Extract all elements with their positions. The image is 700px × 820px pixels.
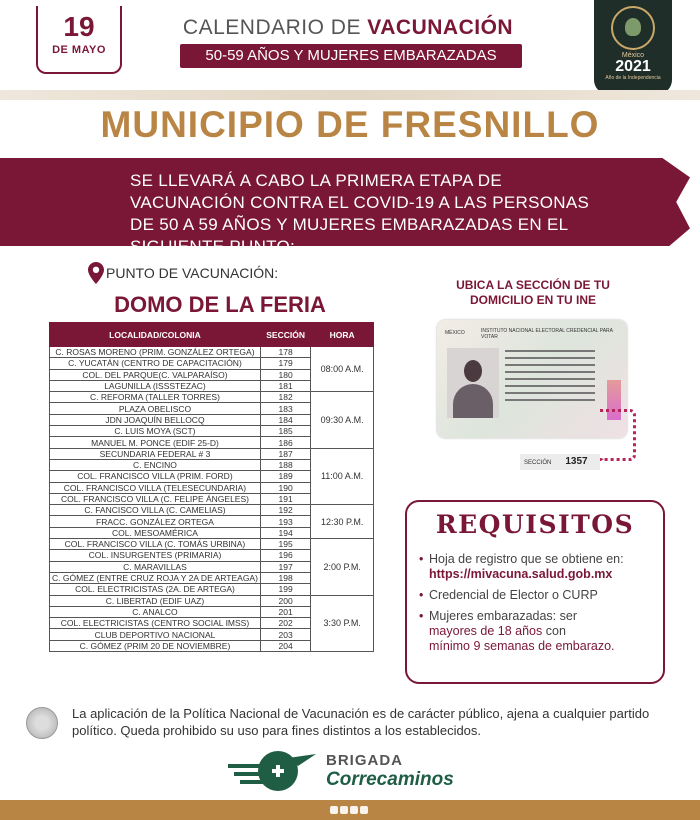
ine-card-head: INSTITUTO NACIONAL ELECTORAL CREDENCIAL PARA VOTAR xyxy=(481,328,613,340)
date-day: 19 xyxy=(63,11,95,42)
localidad-cell: C. GÓMEZ (ENTRE CRUZ ROJA Y 2A DE ARTEAGA) xyxy=(50,572,261,583)
header-title-bold: VACUNACIÓN xyxy=(367,16,514,39)
punto-label: PUNTO DE VACUNACIÓN: xyxy=(106,265,279,281)
mivacuna-link[interactable]: https://mivacuna.salud.gob.mx xyxy=(429,567,613,581)
localidad-cell: FRACC. GONZÁLEZ ORTEGA xyxy=(50,516,261,527)
req-item-3c: con xyxy=(542,624,566,638)
col-localidad: LOCALIDAD/COLONIA xyxy=(50,323,261,347)
seccion-cell: 182 xyxy=(260,392,310,403)
localidad-cell: C. MARAVILLAS xyxy=(50,561,261,572)
localidad-cell: COL. INSURGENTES (PRIMARIA) xyxy=(50,550,261,561)
seccion-cell: 197 xyxy=(260,561,310,572)
localidad-cell: C. LIBERTAD (EDIF UAZ) xyxy=(50,595,261,606)
date-badge xyxy=(36,6,122,74)
mexico-2021-logo xyxy=(594,0,672,94)
seccion-cell: 181 xyxy=(260,380,310,391)
seccion-cell: 187 xyxy=(260,448,310,459)
twitter-icon[interactable] xyxy=(340,806,348,814)
hora-cell: 11:00 A.M. xyxy=(311,448,374,504)
localidad-cell: LAGUNILLA (ISSSTEZAC) xyxy=(50,380,261,391)
seccion-cell: 180 xyxy=(260,369,310,380)
hora-cell: 09:30 A.M. xyxy=(311,392,374,448)
table-row xyxy=(50,595,374,606)
list-item xyxy=(429,552,661,582)
requisitos-title: REQUISITOS xyxy=(435,510,635,539)
localidad-cell: C. YUCATÁN (CENTRO DE CAPACITACIÓN) xyxy=(50,358,261,369)
seccion-cell: 204 xyxy=(260,640,310,651)
schedule-table xyxy=(49,322,374,652)
seccion-label: SECCIÓN xyxy=(524,460,552,466)
brigada-logo-icon xyxy=(228,748,318,794)
table-row xyxy=(50,505,374,516)
localidad-cell: C. ROSAS MORENO (PRIM. GONZÁLEZ ORTEGA) xyxy=(50,347,261,358)
localidad-cell: COL. ELECTRICISTAS (2A. DE ARTEGA) xyxy=(50,584,261,595)
eagle-emblem-icon xyxy=(611,6,655,50)
table-row xyxy=(50,539,374,550)
seccion-cell: 202 xyxy=(260,618,310,629)
instagram-icon[interactable] xyxy=(350,806,358,814)
localidad-cell: COL. FRANCISCO VILLA (TELESECUNDARIA) xyxy=(50,482,261,493)
localidad-cell: COL. FRANCISCO VILLA (C. FELIPE ÁNGELES) xyxy=(50,493,261,504)
localidad-cell: PLAZA OBELISCO xyxy=(50,403,261,414)
announcement-text: SE LLEVARÁ A CABO LA PRIMERA ETAPA DE VACUNACIÓN CONTRA EL COVID-19 A LAS PERSONAS DE 50 A 59 AÑOS Y MUJERES EMBARAZADAS EN EL SIGUIENTE PUNTO: xyxy=(130,171,590,256)
hora-cell: 3:30 P.M. xyxy=(311,595,374,651)
punto-name: DOMO DE LA FERIA xyxy=(114,292,326,317)
seccion-cell: 199 xyxy=(260,584,310,595)
req-item-2: Credencial de Elector o CURP xyxy=(429,588,598,602)
localidad-cell: C. LUIS MOYA (SCT) xyxy=(50,426,261,437)
list-item xyxy=(429,609,661,654)
seccion-cell: 188 xyxy=(260,459,310,470)
brigada-line-1: BRIGADA xyxy=(326,752,403,769)
seccion-cell: 189 xyxy=(260,471,310,482)
seccion-cell: 178 xyxy=(260,347,310,358)
seccion-cell: 198 xyxy=(260,572,310,583)
seccion-cell: 196 xyxy=(260,550,310,561)
localidad-cell: SECUNDARIA FEDERAL # 3 xyxy=(50,448,261,459)
brigada-line-2: Correcaminos xyxy=(326,769,454,790)
seccion-cell: 201 xyxy=(260,606,310,617)
ine-photo xyxy=(447,348,499,418)
hora-cell: 12:30 P.M. xyxy=(311,505,374,539)
req-item-3d: mínimo 9 semanas de embarazo. xyxy=(429,639,615,653)
header-subtitle: 50-59 AÑOS Y MUJERES EMBARAZADAS xyxy=(180,44,522,68)
municipio-title: MUNICIPIO DE FRESNILLO xyxy=(100,104,600,145)
national-emblem-icon xyxy=(26,707,58,739)
seccion-cell: 185 xyxy=(260,426,310,437)
localidad-cell: COL. FRANCISCO VILLA (PRIM. FORD) xyxy=(50,471,261,482)
seccion-cell: 193 xyxy=(260,516,310,527)
ine-card-image xyxy=(437,320,627,438)
seccion-cell: 191 xyxy=(260,493,310,504)
table-row xyxy=(50,347,374,358)
seccion-cell: 179 xyxy=(260,358,310,369)
facebook-icon[interactable] xyxy=(330,806,338,814)
localidad-cell: C. ENCINO xyxy=(50,459,261,470)
youtube-icon[interactable] xyxy=(360,806,368,814)
localidad-cell: COL. MESOAMÉRICA xyxy=(50,527,261,538)
ine-text-lines xyxy=(505,350,595,406)
col-seccion: SECCIÓN xyxy=(260,323,310,347)
localidad-cell: CLUB DEPORTIVO NACIONAL xyxy=(50,629,261,640)
table-row xyxy=(50,392,374,403)
seccion-value: 1357 xyxy=(565,456,588,467)
date-month: DE MAYO xyxy=(52,44,106,56)
localidad-cell: C. GÓMEZ (PRIM 20 DE NOVIEMBRE) xyxy=(50,640,261,651)
table-row xyxy=(50,448,374,459)
localidad-cell: COL. DEL PARQUE(C. VALPARAÍSO) xyxy=(50,369,261,380)
hora-cell: 2:00 P.M. xyxy=(311,539,374,595)
seccion-cell: 194 xyxy=(260,527,310,538)
logo-country: México xyxy=(621,52,645,59)
requisitos-list xyxy=(429,552,661,660)
req-item-3b: mayores de 18 años xyxy=(429,624,543,638)
localidad-cell: C. REFORMA (TALLER TORRES) xyxy=(50,392,261,403)
seccion-box xyxy=(520,454,600,470)
seccion-cell: 192 xyxy=(260,505,310,516)
req-item-3a: Mujeres embarazadas: ser xyxy=(429,609,577,623)
localidad-cell: MANUEL M. PONCE (EDIF 25-D) xyxy=(50,437,261,448)
logo-tagline: Año de la Independencia xyxy=(605,75,661,81)
header-band xyxy=(0,90,700,100)
seccion-cell: 195 xyxy=(260,539,310,550)
header-title xyxy=(178,16,518,40)
ine-country: MÉXICO xyxy=(445,330,465,336)
localidad-cell: C. FANCISCO VILLA (C. CAMELIAS) xyxy=(50,505,261,516)
seccion-cell: 186 xyxy=(260,437,310,448)
localidad-cell: JDN JOAQUÍN BELLOCQ xyxy=(50,414,261,425)
seccion-cell: 203 xyxy=(260,629,310,640)
seccion-cell: 190 xyxy=(260,482,310,493)
seccion-cell: 184 xyxy=(260,414,310,425)
logo-year: 2021 xyxy=(615,58,651,75)
localidad-cell: COL. FRANCISCO VILLA (C. TOMÁS URBINA) xyxy=(50,539,261,550)
social-icons xyxy=(330,806,370,814)
hora-cell: 08:00 A.M. xyxy=(311,347,374,392)
table-header-row xyxy=(50,323,374,347)
seccion-cell: 183 xyxy=(260,403,310,414)
header-title-plain: CALENDARIO DE xyxy=(182,16,368,39)
ine-title: UBICA LA SECCIÓN DE TU DOMICILIO EN TU INE xyxy=(456,278,610,307)
dotted-connector xyxy=(600,409,636,461)
localidad-cell: COL. ELECTRICISTAS (CENTRO SOCIAL IMSS) xyxy=(50,618,261,629)
localidad-cell: C. ANALCO xyxy=(50,606,261,617)
list-item xyxy=(429,588,661,603)
requisitos-box xyxy=(405,500,665,684)
col-hora: HORA xyxy=(311,323,374,347)
location-pin-icon xyxy=(88,262,104,284)
seccion-cell: 200 xyxy=(260,595,310,606)
brigada-text xyxy=(326,752,454,791)
req-item-1: Hoja de registro que se obtiene en: xyxy=(429,552,624,566)
disclaimer-text: La aplicación de la Política Nacional de Vacunación es de carácter público, ajena a cualquier partido político. Queda prohibido su uso para fines distintos a los establecidos. xyxy=(72,706,650,738)
